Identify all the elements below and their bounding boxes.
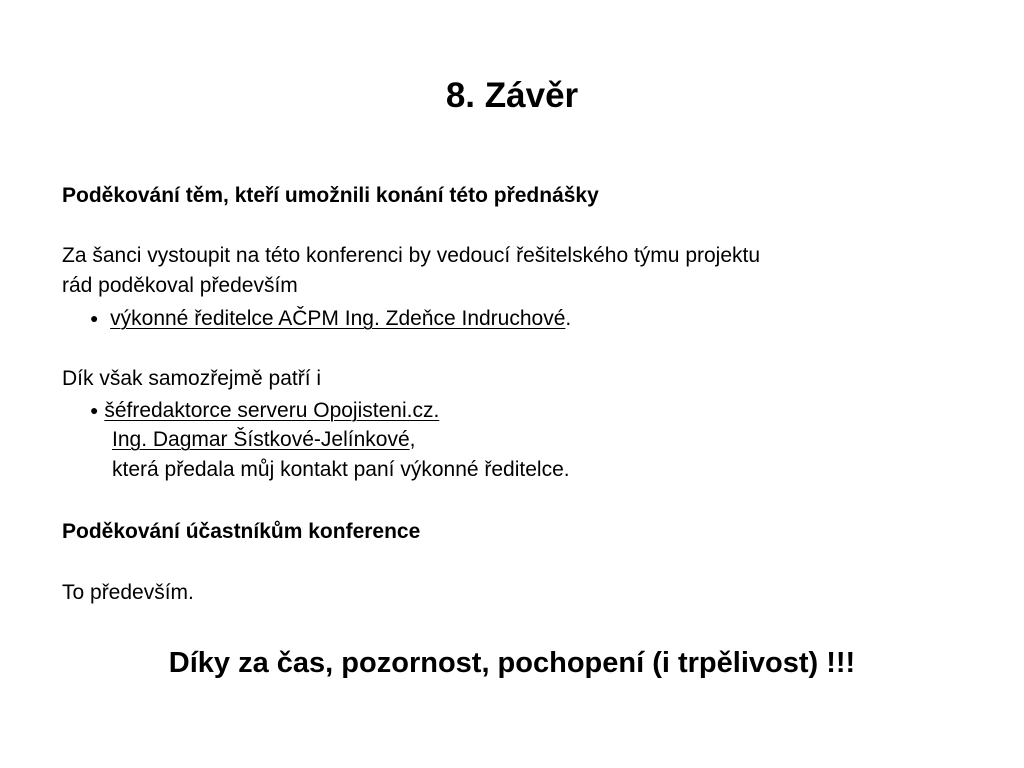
bullet-item-director: [90, 303, 571, 334]
editor-server-link[interactable]: šéfredaktorce serveru Opojisteni.cz.: [104, 399, 440, 422]
thanks-heading: Poděkování těm, kteří umožnili konání této přednášky: [62, 184, 599, 207]
editor-name-suffix: ,: [409, 428, 416, 451]
bullet-item-editor: [90, 395, 439, 426]
editor-contact-line: která předala můj kontakt paní výkonné ředitelce.: [112, 458, 570, 481]
participants-text: To především.: [62, 581, 194, 604]
bullet-icon: ●: [90, 402, 99, 418]
closing-line: Díky za čas, pozornost, pochopení (i trpělivost) !!!: [168, 647, 856, 679]
director-link[interactable]: výkonné ředitelce AČPM Ing. Zdeňce Indruchové: [110, 307, 566, 330]
slide-title: 8. Závěr: [445, 76, 579, 115]
director-suffix: .: [565, 307, 572, 330]
also-line: Dík však samozřejmě patří i: [62, 367, 322, 390]
editor-name-link[interactable]: Ing. Dagmar Šístkové-Jelínkové: [112, 428, 410, 451]
intro-line-2: rád poděkoval především: [62, 274, 298, 297]
editor-name-line: [112, 425, 415, 455]
bullet-icon: ●: [90, 310, 99, 326]
participants-heading: Poděkování účastníkům konference: [62, 520, 421, 543]
intro-line-1: Za šanci vystoupit na této konferenci by vedoucí řešitelského týmu projektu: [62, 244, 761, 267]
